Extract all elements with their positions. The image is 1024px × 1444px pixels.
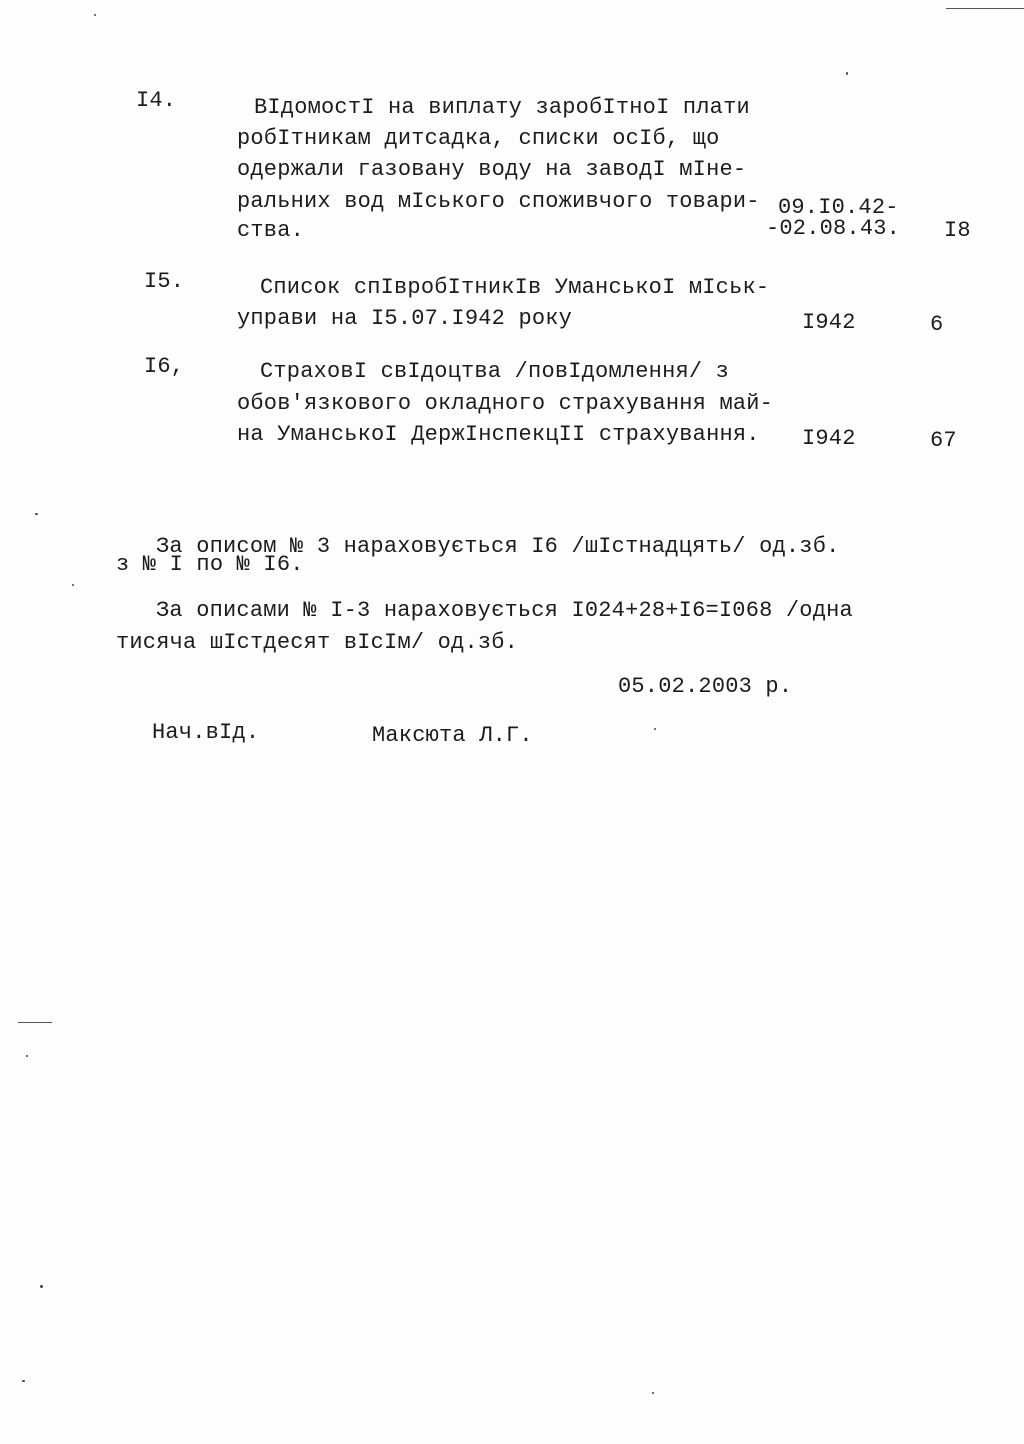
entry-15-number: I5. — [144, 269, 185, 294]
signature-position: Нач.вIд. — [152, 720, 260, 745]
scan-speck — [652, 1392, 654, 1394]
scan-artifact-left-edge — [18, 1022, 52, 1023]
scan-speck — [40, 1285, 43, 1288]
entry-16-line-2: обов'язкового окладного страхування май- — [237, 391, 774, 416]
summary-line-2a: За описами № I-3 нараховується I024+28+I6=I068 /одна — [156, 598, 853, 623]
entry-15-line-1: Список спIвробIтникIв УманськоI мIськ- — [260, 275, 770, 300]
scan-speck — [35, 513, 38, 515]
entry-14-line-5: ства. — [237, 218, 305, 243]
entry-16-line-1: СтраховI свIдоцтва /повIдомлення/ з — [260, 359, 730, 384]
entry-14-date-end: -02.08.43. — [766, 216, 901, 241]
entry-14-date-start: 09.I0.42- — [778, 195, 899, 220]
entry-16-date: I942 — [802, 426, 856, 451]
summary-line-2b: тисяча шIстдесят вIсIм/ од.зб. — [116, 630, 519, 655]
entry-14-line-2: робIтникам дитсадка, списки осIб, що — [237, 126, 720, 151]
document-date: 05.02.2003 р. — [618, 674, 793, 699]
entry-15-date: I942 — [802, 310, 856, 335]
entry-14-line-1: ВIдомостI на виплату заробIтноI плати — [254, 95, 750, 120]
scan-speck — [26, 1055, 28, 1057]
entry-15-line-2: управи на I5.07.I942 року — [237, 306, 573, 331]
scan-speck — [846, 72, 848, 75]
entry-14-line-4: ральних вод мIського споживчого товари- — [237, 189, 760, 214]
entry-15-sheets: 6 — [930, 312, 944, 337]
scan-speck — [22, 1380, 25, 1382]
entry-14-sheets: I8 — [944, 218, 971, 243]
entry-16-line-3: на УманськоI ДержIнспекцII страхування. — [237, 422, 760, 447]
signature-name: Максюта Л.Г. — [372, 723, 533, 748]
scan-speck — [72, 584, 74, 586]
summary-line-1a: За описом № 3 нараховується I6 /шIстнадцять/ од.зб. — [156, 534, 840, 559]
scan-speck — [654, 728, 656, 730]
entry-14-line-3: одержали газовану воду на заводI мIне- — [237, 157, 747, 182]
entry-14-number: I4. — [136, 88, 177, 113]
scan-artifact-top-right — [946, 8, 1024, 9]
entry-16-number: I6, — [144, 354, 185, 379]
scan-speck — [94, 14, 96, 16]
summary-line-1b: з № I по № I6. — [116, 552, 304, 577]
entry-16-sheets: 67 — [930, 428, 957, 453]
